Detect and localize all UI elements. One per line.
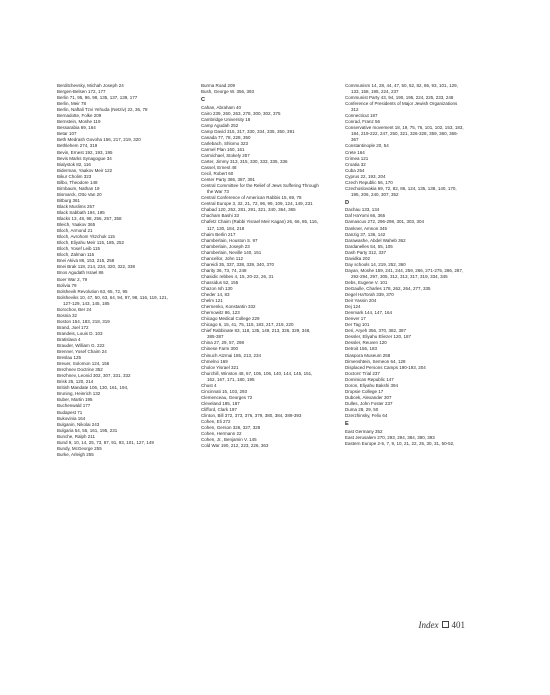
- index-entry: Berlin, Meir 78: [57, 101, 87, 107]
- index-entry: Burma Road 209: [201, 83, 236, 88]
- index-entry: Carlebach, Shlomo 323: [201, 140, 249, 146]
- index-entry: Bunche, Ralph 211: [57, 433, 95, 439]
- index-entry: Borochov, Ber 24: [57, 306, 92, 312]
- index-letter-heading: D: [345, 199, 350, 206]
- index-entry: Bnei Brak 118, 214, 234, 320, 322, 338: [57, 264, 135, 270]
- index-entry: Carter, Jimmy 313, 315, 330, 333, 335, 336: [201, 159, 288, 165]
- index-entry: Bund 9, 10, 14, 25, 73, 87, 91, 93, 101, 127, 149: [57, 439, 154, 445]
- index-entry: Brezhnev Doctrine 352: [57, 367, 103, 373]
- index-entry: Conference of Presidents of Major Jewish Organizations 312: [345, 101, 458, 113]
- index-entry: Davidka 202: [345, 255, 371, 261]
- index-entry: Burke, Arleigh 255: [57, 451, 94, 457]
- index-entry: Bulgaria 54, 55, 161, 195, 231: [57, 427, 118, 433]
- index-entry: Camp Agudah 252: [201, 122, 239, 128]
- index-entry: East Jerusalem 270, 293, 294, 384, 390, 393: [345, 434, 435, 440]
- index-entry: Crete 164: [345, 149, 365, 155]
- index-entry: Chamberlain, Neville 140, 151: [201, 249, 262, 255]
- index-entry: Dzerzhinsky, Felix 64: [345, 412, 388, 418]
- index-entry: Bitburg 361: [57, 197, 81, 203]
- index-entry: Bessarabia 69, 164: [57, 125, 96, 131]
- index-entry: Breslau 125: [57, 355, 82, 361]
- index-entry: Bukovinia 164: [57, 415, 86, 421]
- index-entry: Chacham Bashi 33: [201, 213, 240, 219]
- index-entry: Deri, Aryeh 356, 370, 382, 387: [345, 328, 407, 334]
- index-entry: Cohen, Hermann 22: [201, 431, 242, 437]
- index-entry: Bloch, Zalman 115: [57, 252, 95, 258]
- index-entry: Croatia 32: [345, 161, 366, 167]
- index-entry: Cambridge University 18: [201, 116, 251, 122]
- index-entry: Cold War 190, 212, 223, 226, 363: [201, 443, 269, 449]
- index-entry: Doctors' Trial 237: [345, 370, 380, 376]
- index-entry: China 27, 29, 57, 298: [201, 340, 245, 346]
- index-entry: Doron, Eliyahu Bakshi 394: [345, 382, 399, 388]
- index-entry: Central Committee for the Relief of Jews Suffering Through the War 73: [201, 183, 319, 195]
- index-entry: Chareidi 35, 337, 338, 339, 340, 370: [201, 261, 275, 267]
- index-entry: Daf HaYomi 66, 365: [345, 213, 386, 219]
- index-column-1: [57, 83, 175, 458]
- index-entry: Bevin, Ernest 192, 193, 195: [57, 149, 113, 155]
- index-entry: Cyprus 22, 193, 204: [345, 173, 386, 179]
- running-title: Index: [418, 620, 439, 630]
- index-entry: Bethlehem 274, 319: [57, 143, 98, 149]
- index-entry: Boston 154, 183, 218, 319: [57, 318, 110, 324]
- index-entry: Brezhnev, Leonid 302, 307, 331, 332: [57, 373, 131, 379]
- index-entry: Bleich, Yaakov 365: [57, 222, 96, 228]
- index-entry: Dessler, Eliyahu Eliezer 120, 187: [345, 334, 412, 340]
- index-entry: Berditchevsky, Michah Joseph 24: [57, 83, 124, 88]
- index-entry: Displaced Persons Camps 190-193, 204: [345, 364, 426, 370]
- index-entry: Clemenceau, Georges 72: [201, 394, 253, 400]
- index-entry: Bernadotte, Folke 209: [57, 113, 102, 119]
- index-entry: Dulles, John Foster 237: [345, 400, 393, 406]
- index-entry: Constantinople 20, 54: [345, 143, 389, 149]
- index-entry: Bnos Agudath Israel 86: [57, 270, 104, 276]
- index-entry: Dimenshtein, Semeon 64, 128: [345, 358, 406, 364]
- index-entry: Bolsheviks 10, 47, 50, 63, 64, 94, 97, 98, 116, 119, 121, 127-129, 143, 145, 185: [57, 294, 168, 306]
- index-entry: Connecticut 187: [345, 113, 378, 119]
- index-entry: Chazon Ish 130: [201, 286, 233, 291]
- index-entry: Dej 124: [345, 304, 361, 310]
- index-entry: Beth Medrash Govoha 156, 217, 219, 320: [57, 137, 141, 143]
- page-footer: [419, 620, 466, 630]
- index-entry: Czech Republic 56, 170: [345, 179, 393, 185]
- index-entry: Bruning, Heinrich 132: [57, 391, 101, 397]
- index-entry: Debs, Eugene V. 101: [345, 279, 388, 285]
- index-entry: Dankner, Amnon 345: [345, 225, 388, 231]
- index-entry: Bosnia 32: [57, 312, 78, 318]
- index-entry: Chernenko, Konstantin 332: [201, 304, 256, 310]
- index-entry: Central Europe 3, 32, 21, 72, 96, 99, 109, 124, 149, 231: [201, 201, 313, 207]
- index-entry: Clifford, Clark 197: [201, 406, 237, 412]
- index-entry: Communist Party 43, 94, 190, 195, 224, 225, 233, 248: [345, 95, 454, 101]
- index-entry: Bialystok 82, 116: [57, 161, 91, 167]
- index-entry: Bush, George W. 356, 393: [201, 89, 255, 95]
- index-entry: Chasidic rebbes 4, 15, 20-22, 26, 31: [201, 273, 274, 279]
- index-entry: Carmichael, Stokely 257: [201, 152, 250, 158]
- index-entry: Dash Party 312, 337: [345, 249, 387, 255]
- index-entry: Camp David 315, 317, 330, 334, 335, 350, 391: [201, 128, 295, 134]
- index-entry: Bernstein, Moshe 119: [57, 119, 101, 125]
- index-entry: Clinton, Bill 372, 373, 376, 379, 380, 384, 389-393: [201, 412, 302, 418]
- index-entry: Conrad, Franz 56: [345, 119, 381, 125]
- index-entry: Chassidus 52, 155: [201, 279, 239, 285]
- index-entry: Conservative movement 18, 19, 75, 76, 101, 102, 153, 183, 184, 219-222, 247, 250, 321, 326-328, 359, 360, 365-367: [345, 125, 464, 143]
- index-entry: Dardanelles 54, 55, 105: [345, 243, 393, 249]
- index-entry: Buchenwald 177: [57, 403, 91, 409]
- index-column-2: [201, 83, 319, 449]
- index-entry: Crimea 121: [345, 155, 369, 161]
- index-entry: Chmelno 169: [201, 358, 228, 364]
- index-entry: Canada 77, 78, 228, 350: [201, 134, 251, 140]
- index-entry: Chabad 120, 252, 281, 291, 321, 340, 364, 365: [201, 207, 296, 213]
- index-entry: Brandeis, Louis D. 103: [57, 330, 103, 336]
- index-entry: Dessler, Reuven 120: [345, 340, 387, 346]
- index-entry: Damascus 272, 296-298, 301, 303, 304: [345, 219, 425, 225]
- index-entry: Bloch, Armond 21: [57, 228, 93, 234]
- index-entry: Budapest 71: [57, 409, 83, 415]
- index-entry: Bloch, Eliyahu Meir 115, 185, 252: [57, 240, 124, 246]
- index-entry: Duma 28, 29, 50: [345, 406, 379, 412]
- index-entry: Communism 14, 28, 44, 47, 50, 52, 82, 86, 93, 101, 129, 133, 158, 195, 224, 237: [345, 83, 458, 95]
- index-letter-heading: C: [201, 97, 206, 104]
- separator-box-icon: [442, 621, 449, 628]
- index-entry: Bulganin, Nikolai 243: [57, 421, 100, 427]
- index-entry: Betar 107: [57, 131, 77, 137]
- index-entry: Berlin 71, 95, 96, 98, 135, 137, 139, 177: [57, 95, 138, 101]
- index-entry: Dominican Republic 147: [345, 376, 394, 382]
- index-entry: DeGaulle, Charles 178, 262, 264, 277, 335: [345, 286, 431, 291]
- index-entry: Dubcek, Alexander 307: [345, 394, 392, 400]
- index-entry: Chernowitz 86, 123: [201, 310, 240, 316]
- index-entry: Cohen, Gerson 326, 327, 328: [201, 425, 261, 431]
- index-entry: Diaspora Museum 258: [345, 352, 391, 358]
- index-entry: Bundy, McGeorge 255: [57, 445, 102, 451]
- index-entry: Chaim Berlin 217: [201, 231, 236, 237]
- index-entry: Center Party 386, 387, 391: [201, 177, 256, 183]
- index-entry: Blacks 13, 48, 98, 256, 257, 358: [57, 216, 122, 222]
- index-entry: Cohen, Jr., Benjamin V. 145: [201, 437, 257, 443]
- index-entry: Chamberlain, Houston S. 97: [201, 237, 258, 243]
- index-entry: Bevis Marks Synagogue 34: [57, 155, 112, 161]
- index-entry: Day schools 14, 219, 252, 360: [345, 261, 406, 267]
- index-entry: Brisk 25, 120, 214: [57, 379, 94, 385]
- index-entry: Cairo 239, 260, 263, 278, 300, 302, 375: [201, 110, 281, 116]
- index-entry: Bloch, Yosef Leib 115: [57, 246, 100, 252]
- index-entry: Chicago Medical College 229: [201, 316, 260, 322]
- index-entry: Cuba 254: [345, 167, 365, 173]
- index-entry: Chief Rabbinate 83, 118, 135, 149, 213, 326, 329, 348, 385-387: [201, 328, 311, 340]
- index-entry: Bismarck, Otto Van 20: [57, 191, 102, 197]
- index-entry: Bikur Cholim 323: [57, 173, 92, 179]
- index-entry: Deir Yassin 204: [345, 298, 377, 304]
- index-entry: Dayan, Moshe 159, 241, 244, 259, 266, 271-275, 286, 287, 292-294, 297, 305, 312, 313, 317, 319, 334, 345: [345, 267, 464, 279]
- index-entry: Darawashe, Abdel Waheb 362: [345, 237, 406, 243]
- index-entry: Dachau 133, 134: [345, 207, 380, 213]
- index-entry: Brauder, William G. 222: [57, 343, 105, 349]
- index-entry: Central Conference of American Rabbis 15, 69, 78: [201, 195, 302, 201]
- index-entry: East Germany 352: [345, 428, 383, 434]
- index-entry: Breuer, Solomon 124, 156: [57, 361, 110, 367]
- index-column-3: [345, 83, 465, 447]
- index-entry: Chelm 121: [201, 298, 223, 304]
- index-entry: Black Sabbath 194, 195: [57, 209, 105, 215]
- index-entry: Cheder 14, 83: [201, 292, 230, 298]
- index-entry: Churchill, Winston 48, 67, 105, 106, 140, 144, 145, 151, 162, 167, 171, 180, 195: [201, 370, 313, 382]
- index-entry: Bergen-Belsen 172, 177: [57, 89, 106, 95]
- index-entry: British Mandate 106, 130, 161, 194,: [57, 385, 129, 391]
- index-entry: Degel HaTorah 339, 370: [345, 292, 394, 298]
- index-entry: Cecil, Robert 60: [201, 171, 234, 177]
- index-entry: Bloch, Avrohom Yitzchok 115: [57, 234, 115, 240]
- index-entry: Denmark 144, 147, 164: [345, 310, 393, 316]
- index-entry: Chancellor, John 112: [201, 255, 243, 261]
- index-entry: Chust 4: [201, 382, 217, 388]
- index-entry: Denver 17: [345, 316, 366, 322]
- page-number: 401: [451, 620, 465, 630]
- index-entry: Chicago 6, 15, 41, 75, 115, 183, 217, 219, 220: [201, 322, 294, 328]
- index-entry: Cleveland 185, 187: [201, 400, 240, 406]
- index-entry: Dropsie College 17: [345, 388, 384, 394]
- index-entry: Bratislava 4: [57, 336, 81, 342]
- index-entry: Carmel Plan 160, 161: [201, 146, 245, 152]
- index-entry: Cohen, Eli 272: [201, 419, 231, 425]
- index-entry: Czechoslovakia 69, 72, 82, 86, 124, 135, 138, 140, 170, 195, 206, 240, 307, 352: [345, 185, 457, 197]
- index-entry: Chinuch Atzmai 185, 213, 234: [201, 352, 262, 358]
- index-entry: Eastern Europe 2-5, 7, 9, 10, 21, 22, 25, 30, 31, 50-52,: [345, 440, 455, 446]
- index-entry: Berlin, Naftali Tzvi Yehuda (Netziv) 22, 36, 78: [57, 107, 148, 113]
- index-entry: Bolivia 79: [57, 282, 77, 288]
- index-entry: Boer War 2, 79: [57, 276, 88, 282]
- index-entry: Bnei Akiva 86, 153, 215, 258: [57, 258, 115, 264]
- index-entry: Bolshevik Revolution 63, 65, 72, 95: [57, 288, 128, 294]
- index-entry: Charity 36, 73, 74, 248: [201, 267, 247, 273]
- index-entry: Cincinnati 15, 103, 293: [201, 388, 248, 394]
- index-entry: Brenner, Yosef Chaim 24: [57, 349, 107, 355]
- index-entry: Chinese Farm 300: [201, 346, 239, 352]
- index-entry: Cassel, Ernest 48: [201, 165, 237, 171]
- index-entry: Birnbaum, Nathan 19: [57, 185, 100, 191]
- index-entry: Danzig 37, 136, 142: [345, 231, 386, 237]
- index-entry: Cahan, Abraham 40: [201, 104, 242, 110]
- index-entry: Bilbo, Theodore 148: [57, 179, 98, 185]
- index-entry: Brand, Joel 172: [57, 324, 89, 330]
- index-entry: Detroit 156, 183: [345, 346, 378, 352]
- index-entry: Buber, Martin 195: [57, 397, 93, 403]
- index-entry: Der Tag 101: [345, 322, 370, 328]
- index-entry: Chafetz Chaim (Rabbi Yisrael Meir Kagan) 26, 66, 85, 116, 117, 130, 184, 218: [201, 219, 318, 231]
- index-entry: Black Muslims 257: [57, 203, 95, 209]
- index-entry: Biderman, Yaakov Meir 122: [57, 167, 113, 173]
- index-entry: Chamberlain, Joseph 23: [201, 243, 250, 249]
- index-letter-heading: E: [345, 421, 349, 428]
- index-entry: Cholov Yisrael 321: [201, 364, 239, 370]
